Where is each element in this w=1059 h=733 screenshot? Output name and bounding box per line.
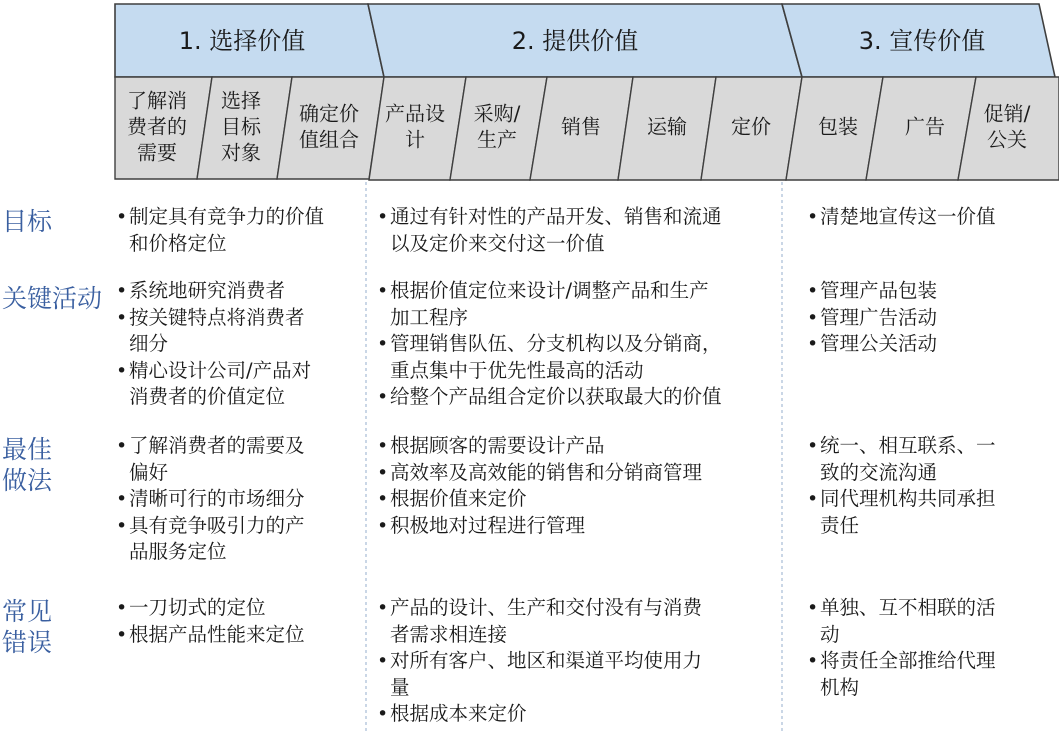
bullet-dot-icon: • — [377, 280, 389, 302]
step-8 — [701, 77, 802, 180]
bullet-text-line: 同代理机构共同承担 — [820, 487, 996, 510]
cell-stage-3 — [807, 204, 1057, 231]
step-label-line: 公关 — [987, 127, 1027, 152]
bullet-text-line: 一刀切式的定位 — [129, 596, 266, 619]
bullet-item — [116, 278, 366, 305]
row-label-line: 最佳 — [2, 435, 53, 464]
bullet-item — [377, 648, 777, 701]
bullet-dot-icon: • — [807, 280, 819, 302]
bullet-dot-icon: • — [116, 359, 128, 382]
bullet-item — [116, 358, 366, 411]
bullet-dot-icon: • — [116, 306, 128, 329]
bullet-text — [390, 701, 527, 728]
step-label-line: 选择 — [221, 88, 261, 113]
bullet-text-line: 加工程序 — [390, 305, 469, 329]
bullet-item — [807, 648, 1057, 701]
bullet-item — [116, 486, 366, 513]
bullet-dot-icon: • — [807, 488, 819, 510]
bullet-text-line: 重点集中于优先性最高的活动 — [390, 358, 644, 382]
step-label-line: 广告 — [905, 114, 945, 139]
bullet-text-line: 和价格定位 — [129, 231, 227, 255]
bullet-text-line: 给整个产品组合定价以获取最大的价值 — [390, 385, 722, 408]
bullet-item — [116, 305, 366, 358]
cell-stage-2 — [377, 204, 777, 257]
cell-stage-2 — [377, 595, 777, 728]
bullet-text — [820, 278, 937, 305]
step-label-line: 费者的 — [127, 114, 187, 139]
bullet-dot-icon: • — [807, 650, 819, 672]
bullet-dot-icon: • — [116, 514, 128, 537]
bullet-item — [116, 204, 366, 257]
bullet-text — [820, 204, 996, 231]
bullet-text — [129, 204, 324, 257]
step-label — [818, 115, 858, 139]
step-label-line: 促销/ — [983, 101, 1031, 126]
bullet-dot-icon: • — [377, 206, 389, 228]
step-label — [905, 115, 945, 139]
bullet-item — [377, 595, 777, 648]
bullet-item — [377, 433, 777, 460]
bullet-item — [377, 513, 777, 540]
bullet-dot-icon: • — [807, 597, 819, 619]
bullet-text-line: 偏好 — [129, 460, 169, 484]
step-label-line: 销售 — [561, 114, 601, 139]
bullet-dot-icon: • — [377, 333, 389, 355]
bullet-text-line: 致的交流沟通 — [820, 460, 938, 484]
bullet-item — [807, 595, 1057, 648]
cell-stage-2 — [377, 433, 777, 539]
bullet-dot-icon: • — [116, 488, 128, 510]
bullet-text — [820, 331, 937, 358]
bullet-dot-icon: • — [377, 650, 389, 672]
cell-stage-1 — [116, 433, 366, 566]
bullet-text-line: 系统地研究消费者 — [129, 279, 286, 302]
bullet-text-line: 管理产品包装 — [820, 279, 938, 302]
step-label-line: 需要 — [137, 140, 177, 165]
step-1 — [115, 77, 212, 179]
bullet-text-line: 产品的设计、生产和交付没有与消费 — [390, 596, 703, 619]
step-label-line: 包装 — [818, 114, 858, 139]
bullet-dot-icon: • — [377, 461, 389, 484]
step-2 — [197, 77, 292, 179]
bullet-text — [390, 204, 722, 257]
bullet-text — [390, 384, 722, 411]
step-label — [731, 115, 771, 139]
step-10 — [866, 77, 976, 180]
bullet-text — [129, 305, 305, 358]
cell-stage-2 — [377, 278, 777, 411]
step-label — [647, 115, 687, 139]
cell-stage-1 — [116, 278, 366, 411]
bullet-item — [377, 701, 777, 728]
bullet-text-line: 管理广告活动 — [820, 305, 938, 329]
bullet-dot-icon: • — [377, 386, 389, 408]
row-label — [2, 596, 52, 658]
bullet-text — [129, 486, 305, 513]
bullet-text-line: 清晰可行的市场细分 — [129, 487, 305, 510]
step-7 — [618, 77, 716, 180]
row-label — [2, 434, 52, 496]
step-label-line: 了解消 — [127, 88, 187, 113]
bullet-text-line: 根据成本来定价 — [390, 702, 527, 725]
bullet-text — [820, 595, 996, 648]
bullet-text-line: 高效率及高效能的销售和分销商管理 — [390, 460, 703, 484]
step-label-line: 确定价 — [299, 101, 359, 126]
bullet-dot-icon: • — [807, 306, 819, 329]
bullet-item — [807, 278, 1057, 305]
bullet-item — [807, 305, 1057, 332]
bullet-text-line: 根据顾客的需要设计产品 — [390, 434, 605, 457]
bullet-text-line: 清楚地宣传这一价值 — [820, 205, 996, 228]
bullet-text-line: 者需求相连接 — [390, 622, 508, 646]
step-label-line: 采购/ — [473, 101, 521, 126]
bullet-text — [129, 358, 311, 411]
step-label-line: 产品设 — [385, 101, 445, 126]
bullet-text — [129, 433, 305, 486]
bullet-text-line: 对所有客户、地区和渠道平均使用力 — [390, 649, 703, 672]
bullet-text-line: 根据产品性能来定位 — [129, 622, 305, 646]
row-label — [2, 206, 52, 237]
step-label-line: 运输 — [647, 114, 687, 139]
cell-stage-3 — [807, 278, 1057, 358]
bullet-item — [377, 204, 777, 257]
step-3 — [277, 77, 384, 179]
bullet-text-line: 统一、相互联系、一 — [820, 434, 996, 457]
row-label-line: 目标 — [2, 207, 53, 236]
bullet-text-line: 管理公关活动 — [820, 332, 938, 355]
bullet-text-line: 管理销售队伍、分支机构以及分销商， — [390, 332, 722, 355]
bullet-item — [377, 460, 777, 487]
step-label-line: 对象 — [221, 140, 261, 165]
bullet-text-line: 根据价值定位来设计/调整产品和生产 — [390, 279, 709, 302]
bullet-dot-icon: • — [116, 206, 128, 228]
bullet-text-line: 机构 — [820, 675, 860, 699]
bullet-text-line: 责任 — [820, 513, 860, 537]
stage-3 — [782, 4, 1055, 77]
bullet-item — [116, 595, 366, 622]
bullet-item — [377, 278, 777, 331]
bullet-text-line: 以及定价来交付这一价值 — [390, 231, 605, 255]
bullet-text-line: 精心设计公司/产品对 — [129, 358, 312, 382]
bullet-item — [377, 331, 777, 384]
bullet-item — [807, 331, 1057, 358]
bullet-item — [377, 384, 777, 411]
bullet-dot-icon: • — [116, 597, 128, 619]
stage-2 — [368, 4, 802, 77]
bullet-text — [390, 513, 585, 540]
bullet-text — [129, 278, 285, 305]
bullet-dot-icon: • — [377, 514, 389, 537]
bullet-text — [390, 486, 527, 513]
row-label-line: 做法 — [2, 466, 53, 495]
bullet-text-line: 品服务定位 — [129, 540, 227, 563]
bullet-text — [820, 305, 937, 332]
bullet-text-line: 动 — [820, 622, 840, 646]
bullet-text — [390, 648, 702, 701]
bullet-item — [377, 486, 777, 513]
bullet-item — [807, 433, 1057, 486]
step-label — [221, 89, 262, 165]
step-label-line: 定价 — [731, 114, 771, 139]
bullet-dot-icon: • — [377, 435, 389, 457]
bullet-text — [129, 513, 305, 566]
stage-title: 3. 宣传价值 — [858, 27, 986, 55]
step-label-line: 目标 — [221, 114, 261, 139]
bullet-text-line: 细分 — [129, 332, 169, 355]
bullet-text-line: 单独、互不相联的活 — [820, 596, 996, 619]
cell-stage-3 — [807, 433, 1057, 539]
step-4 — [369, 77, 466, 180]
step-11 — [958, 77, 1059, 180]
bullet-item — [807, 486, 1057, 539]
bullet-text — [390, 433, 605, 460]
bullet-dot-icon: • — [807, 333, 819, 355]
bullet-text-line: 制定具有竞争力的价值 — [129, 205, 325, 228]
stage-title: 2. 提供价值 — [511, 27, 639, 55]
step-label-line: 计 — [405, 127, 425, 152]
bullet-item — [116, 513, 366, 566]
row-label-line: 关键活动 — [2, 284, 103, 313]
bullet-text-line: 根据价值来定价 — [390, 487, 527, 510]
bullet-text — [390, 460, 702, 487]
bullet-text-line: 按关键特点将消费者 — [129, 305, 305, 329]
bullet-text-line: 具有竞争吸引力的产 — [129, 513, 305, 537]
bullet-text-line: 将责任全部推给代理 — [820, 649, 996, 672]
bullet-text-line: 积极地对过程进行管理 — [390, 513, 586, 537]
stage-1 — [115, 4, 384, 77]
step-label — [561, 115, 601, 139]
bullet-text-line: 通过有针对性的产品开发、销售和流通 — [390, 205, 722, 228]
row-label — [2, 283, 102, 314]
step-label-line: 生产 — [477, 127, 517, 152]
bullet-dot-icon: • — [116, 623, 128, 646]
bullet-dot-icon: • — [116, 435, 128, 457]
bullet-text-line: 了解消费者的需要及 — [129, 434, 305, 457]
bullet-text — [390, 595, 702, 648]
bullet-dot-icon: • — [377, 597, 389, 619]
bullet-text — [820, 486, 996, 539]
bullet-text — [390, 331, 722, 384]
bullet-text — [129, 622, 305, 649]
bullet-dot-icon: • — [807, 206, 819, 228]
cell-stage-1 — [116, 204, 366, 257]
step-6 — [530, 77, 633, 180]
step-label-line: 值组合 — [299, 127, 359, 152]
bullet-dot-icon: • — [807, 435, 819, 457]
bullet-text — [390, 278, 709, 331]
cell-stage-1 — [116, 595, 366, 648]
bullet-dot-icon: • — [377, 703, 389, 725]
bullet-text — [129, 595, 266, 622]
row-label-line: 常见 — [2, 597, 53, 626]
cell-stage-3 — [807, 595, 1057, 701]
bullet-item — [116, 622, 366, 649]
bullet-dot-icon: • — [377, 488, 389, 510]
bullet-text — [820, 648, 996, 701]
bullet-text-line: 量 — [390, 675, 410, 699]
bullet-text — [820, 433, 996, 486]
bullet-item — [116, 433, 366, 486]
bullet-text-line: 消费者的价值定位 — [129, 385, 286, 408]
stage-title: 1. 选择价值 — [178, 27, 306, 55]
bullet-item — [807, 204, 1057, 231]
bullet-dot-icon: • — [116, 280, 128, 302]
row-label-line: 错误 — [2, 628, 53, 657]
